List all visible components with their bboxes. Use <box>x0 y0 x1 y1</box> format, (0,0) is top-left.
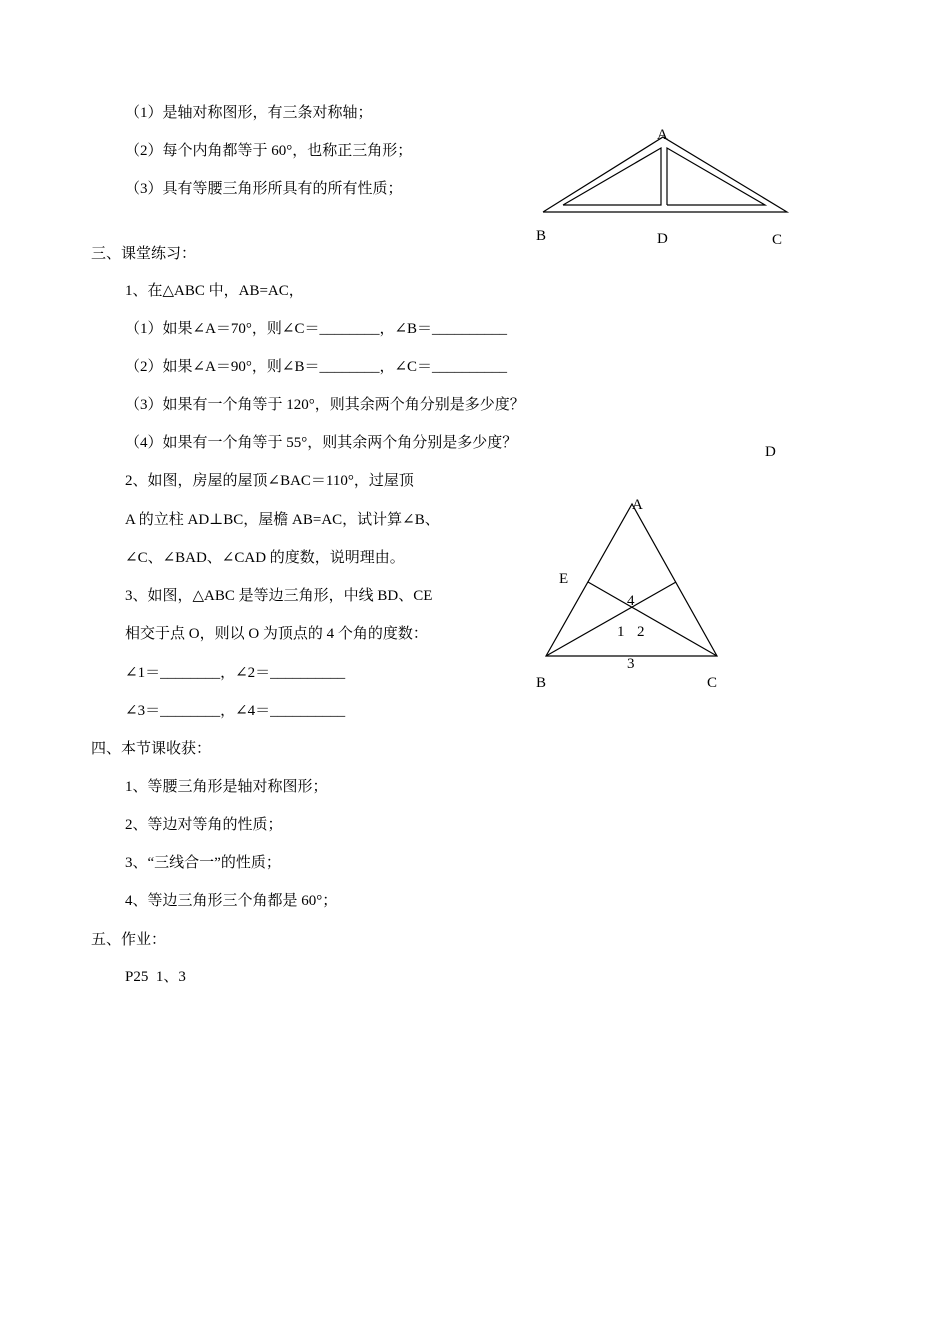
question-1-4: （4）如果有一个角等于 55°，则其余两个角分别是多少度？ <box>125 435 518 451</box>
summary-item-4: 4、等边三角形三个角都是 60°； <box>125 893 338 909</box>
figure2-angle-1: 1 <box>617 624 625 640</box>
figure2-label-B: B <box>536 675 547 691</box>
summary-item-2: 2、等边对等角的性质； <box>125 817 283 833</box>
figure2-angle-2: 2 <box>637 624 645 640</box>
summary-item-1: 1、等腰三角形是轴对称图形； <box>125 779 328 795</box>
question-1-3: （3）如果有一个角等于 120°，则其余两个角分别是多少度？ <box>125 397 525 413</box>
figure2-label-D: D <box>765 444 776 460</box>
question-2-line-3: ∠C、∠BAD、∠CAD 的度数，说明理由。 <box>125 550 405 566</box>
section5-heading: 五、作业： <box>91 932 167 948</box>
question-3-line-2: 相交于点 O，则以 O 为顶点的 4 个角的度数： <box>125 626 428 642</box>
figure2-label-E: E <box>559 571 569 587</box>
question-2-line-2: A 的立柱 AD⊥BC，屋檐 AB=AC，试计算∠B、 <box>125 512 440 528</box>
median-ce <box>588 582 717 656</box>
property-1: （1）是轴对称图形，有三条对称轴； <box>125 105 373 121</box>
section3-heading: 三、课堂练习： <box>91 246 197 262</box>
property-2: （2）每个内角都等于 60°，也称正三角形； <box>125 143 413 159</box>
question-3-line-3: ∠1＝________，∠2＝__________ <box>125 665 346 681</box>
question-1: 1、在△ABC 中，AB=AC， <box>125 283 304 299</box>
figure2-angle-3: 3 <box>627 656 635 672</box>
figure1-label-C: C <box>772 232 783 248</box>
figure1-label-D: D <box>657 231 668 247</box>
figure2-label-A: A <box>632 497 643 513</box>
figure1-label-B: B <box>536 228 547 244</box>
figure1-label-A: A <box>657 127 668 143</box>
figure2-label-C: C <box>707 675 718 691</box>
figure2-angle-4: 4 <box>627 593 635 609</box>
property-3: （3）具有等腰三角形所具有的所有性质； <box>125 181 403 197</box>
triangle-abc <box>546 504 717 656</box>
question-3-line-1: 3、如图，△ABC 是等边三角形，中线 BD、CE <box>125 588 433 604</box>
median-bd <box>546 582 676 656</box>
question-1-2: （2）如果∠A＝90°，则∠B＝________，∠C＝__________ <box>125 359 508 375</box>
question-3-line-4: ∠3＝________，∠4＝__________ <box>125 703 346 719</box>
homework: P25 1、3 <box>125 969 186 985</box>
question-2-line-1: 2、如图，房屋的屋顶∠BAC＝110°，过屋顶 <box>125 473 414 489</box>
section4-heading: 四、本节课收获： <box>91 741 212 757</box>
summary-item-3: 3、“三线合一”的性质； <box>125 855 281 871</box>
question-1-1: （1）如果∠A＝70°，则∠C＝________，∠B＝__________ <box>125 321 508 337</box>
